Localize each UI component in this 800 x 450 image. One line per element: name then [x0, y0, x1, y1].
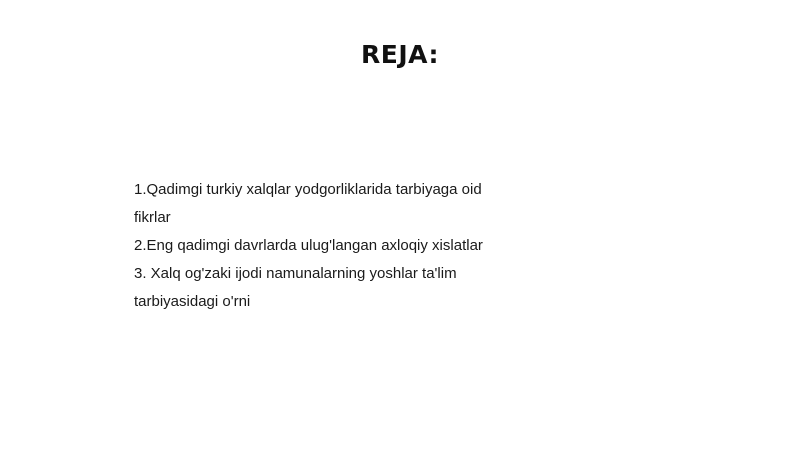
slide-title: REJA:: [361, 40, 439, 69]
plan-list: [134, 176, 514, 316]
plan-item-2: 2.Eng qadimgi davrlarda ulug'langan axloqiy xislatlar: [134, 237, 483, 254]
plan-item-1: 1.Qadimgi turkiy xalqlar yodgorliklarida tarbiyaga oid fikrlar: [134, 181, 482, 226]
plan-item-3: 3. Xalq og'zaki ijodi namunalarning yoshlar ta'lim tarbiyasidagi o'rni: [134, 265, 457, 310]
